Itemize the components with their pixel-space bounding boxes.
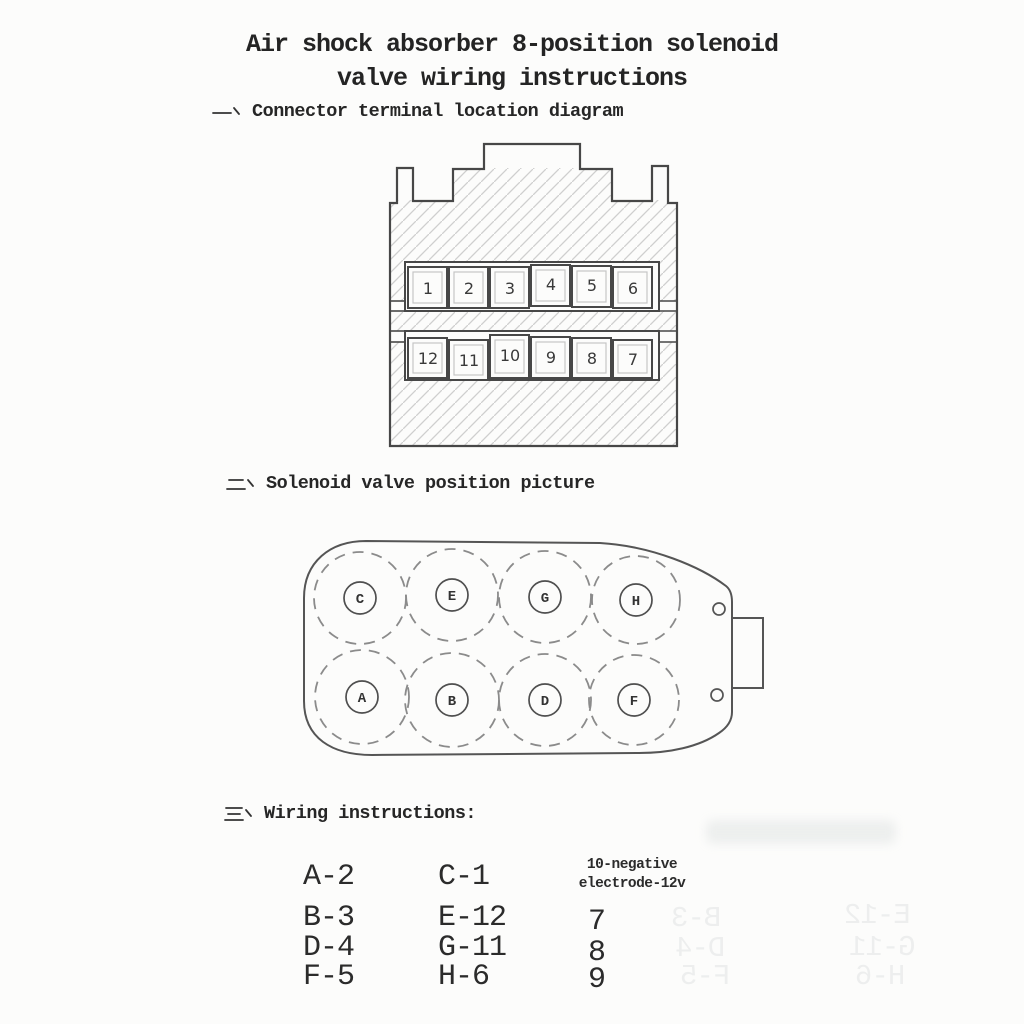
valve-letter: D	[540, 694, 550, 710]
terminal-cell	[531, 265, 570, 306]
terminal-cell	[572, 338, 611, 378]
terminal-number: 10	[499, 346, 521, 365]
terminal-cell	[531, 337, 570, 378]
valve-letter: F	[629, 694, 639, 710]
note-line2: electrode-12v	[578, 876, 686, 892]
right-latch-tab-interior	[653, 167, 667, 200]
screw-hole	[711, 689, 723, 701]
wiring-pair: C-1	[438, 860, 490, 894]
solenoid-diagram	[304, 541, 763, 755]
page-title-line2: valve wiring instructions	[336, 64, 688, 93]
cjk-numeral-one-icon	[211, 102, 241, 122]
wiring-pair: E-12	[438, 901, 507, 935]
bleed-through-text: D-4	[676, 932, 726, 965]
terminal-cell	[490, 335, 529, 378]
terminal-cell	[613, 340, 652, 378]
valve-letter: A	[357, 691, 367, 707]
terminal-number: 7	[627, 350, 639, 369]
wiring-pin: 9	[588, 963, 606, 997]
section-heading-text: Connector terminal location diagram	[252, 101, 624, 122]
section-heading-solenoid	[225, 473, 595, 494]
scan-bleed-smudge	[706, 820, 896, 844]
terminal-number: 12	[417, 349, 439, 368]
section-heading-text: Solenoid valve position picture	[266, 473, 595, 494]
valve-letter: C	[355, 592, 365, 608]
wiring-pair: H-6	[438, 960, 490, 994]
terminal-cell	[408, 338, 447, 378]
cjk-numeral-two-icon	[225, 474, 255, 494]
bleed-through-text: F-5	[681, 960, 731, 993]
terminal-number: 4	[545, 275, 557, 294]
valve-letter: B	[447, 694, 457, 710]
terminal-number: 11	[458, 351, 480, 370]
cjk-numeral-three-icon	[223, 804, 253, 824]
terminal-cell	[490, 267, 529, 308]
terminal-number: 6	[627, 279, 639, 298]
bleed-through-text: B-3	[672, 902, 722, 935]
valve-letter: H	[631, 594, 641, 610]
bleed-through-text: E-12	[845, 899, 911, 932]
terminal-cell	[449, 267, 488, 308]
section-heading-connector	[211, 101, 623, 122]
wiring-pair: A-2	[303, 860, 355, 894]
terminal-number: 2	[463, 279, 475, 298]
bleed-through-text: G-11	[850, 931, 916, 964]
terminal-cell	[449, 340, 488, 380]
terminal-cell	[572, 266, 611, 307]
terminal-number: 3	[504, 279, 516, 298]
wiring-pair: D-4	[303, 931, 355, 965]
wiring-pair: F-5	[303, 960, 355, 994]
wiring-pair: B-3	[303, 901, 355, 935]
negative-electrode-note	[556, 856, 708, 894]
left-latch-tab-interior	[398, 169, 412, 200]
terminal-number: 8	[586, 349, 598, 368]
solenoid-body-outline	[304, 541, 732, 755]
terminal-cell	[613, 267, 652, 308]
bleed-through-text: H-6	[856, 960, 906, 993]
terminal-number: 1	[422, 279, 434, 298]
wiring-pin: 7	[588, 905, 606, 939]
valve-letter: E	[447, 589, 457, 605]
screw-hole	[713, 603, 725, 615]
page-title-line1: Air shock absorber 8-position solenoid	[245, 30, 779, 59]
wiring-pair: G-11	[438, 931, 507, 965]
connector-diagram	[390, 144, 677, 446]
valve-letter: G	[540, 591, 550, 607]
wiring-pin: 8	[588, 936, 606, 970]
section-heading-wiring	[223, 803, 476, 824]
section-heading-text: Wiring instructions:	[264, 803, 477, 824]
terminal-number: 5	[586, 276, 598, 295]
note-line1: 10-negative	[586, 857, 678, 873]
top-key-tab-interior	[485, 145, 579, 168]
terminal-cell	[408, 267, 447, 308]
solenoid-connector-tab	[732, 618, 763, 688]
terminal-number: 9	[545, 348, 557, 367]
